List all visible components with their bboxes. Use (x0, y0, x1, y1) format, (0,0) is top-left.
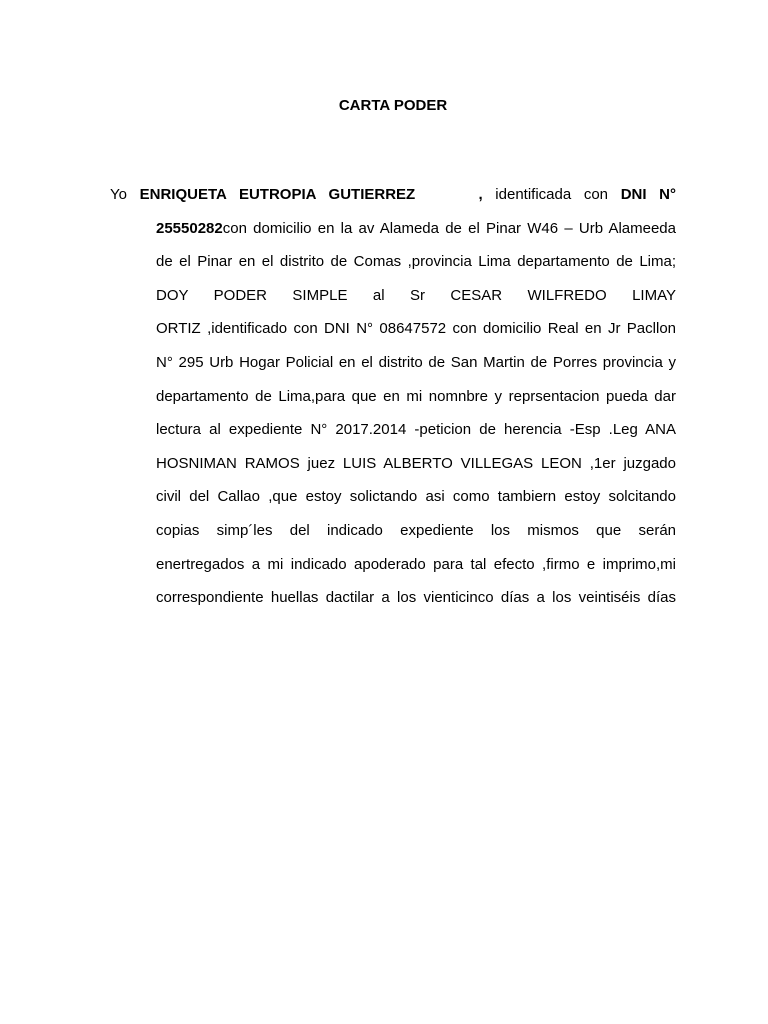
bold-text: 25550282 (156, 219, 223, 237)
body-line (156, 286, 676, 306)
body-text: con domicilio en la av Alameda de el Pinar W46 – Urb Alameeda (222, 219, 676, 237)
bold-text: , (478, 186, 483, 203)
body-text: N° 295 Urb Hogar Policial en el distrito de San Martin de Porres provincia y (156, 354, 676, 371)
body-line (156, 319, 676, 339)
body-line (110, 185, 676, 205)
body-line (156, 521, 676, 541)
body-text: correspondiente huellas dactilar a los vienticinco días a los veintiséis días (156, 589, 676, 607)
body-line (156, 252, 676, 272)
body-text: HOSNIMAN RAMOS juez LUIS ALBERTO VILLEGAS LEON ,1er juzgado (156, 454, 676, 472)
body-line (156, 487, 676, 507)
body-text: departamento de Lima,para que en mi nomnbre y reprsentacion pueda dar (156, 387, 676, 405)
body-line (156, 454, 676, 474)
body-text: enertregados a mi indicado apoderado para tal efecto ,firmo e imprimo,mi (156, 555, 676, 573)
bold-text: ENRIQUETA EUTROPIA GUTIERREZ (139, 186, 416, 203)
body-text: identificada con (482, 186, 621, 203)
body-text (415, 186, 478, 203)
body-text: civil del Callao ,que estoy solictando asi como tambiern estoy solcitando (156, 488, 676, 506)
body-line (156, 387, 676, 407)
body-line (156, 353, 676, 373)
body-line (156, 420, 676, 440)
document-title: CARTA PODER (338, 97, 448, 114)
body-text: ORTIZ ,identificado con DNI N° 08647572 con domicilio Real en Jr Pacllon (156, 320, 676, 338)
body-text: DOY PODER SIMPLE al Sr CESAR WILFREDO LIMAY (156, 286, 676, 304)
body-line (156, 555, 676, 575)
body-text: lectura al expediente N° 2017.2014 -peticion de herencia -Esp .Leg ANA (156, 421, 676, 439)
body-text: de el Pinar en el distrito de Comas ,provincia Lima departamento de Lima; (156, 253, 676, 271)
body-text: copias simp´les del indicado expediente los mismos que serán (156, 522, 676, 539)
body-text: Yo (110, 186, 140, 203)
body-line (156, 219, 676, 239)
body-line (156, 588, 676, 608)
bold-text: DNI N° (620, 186, 677, 203)
